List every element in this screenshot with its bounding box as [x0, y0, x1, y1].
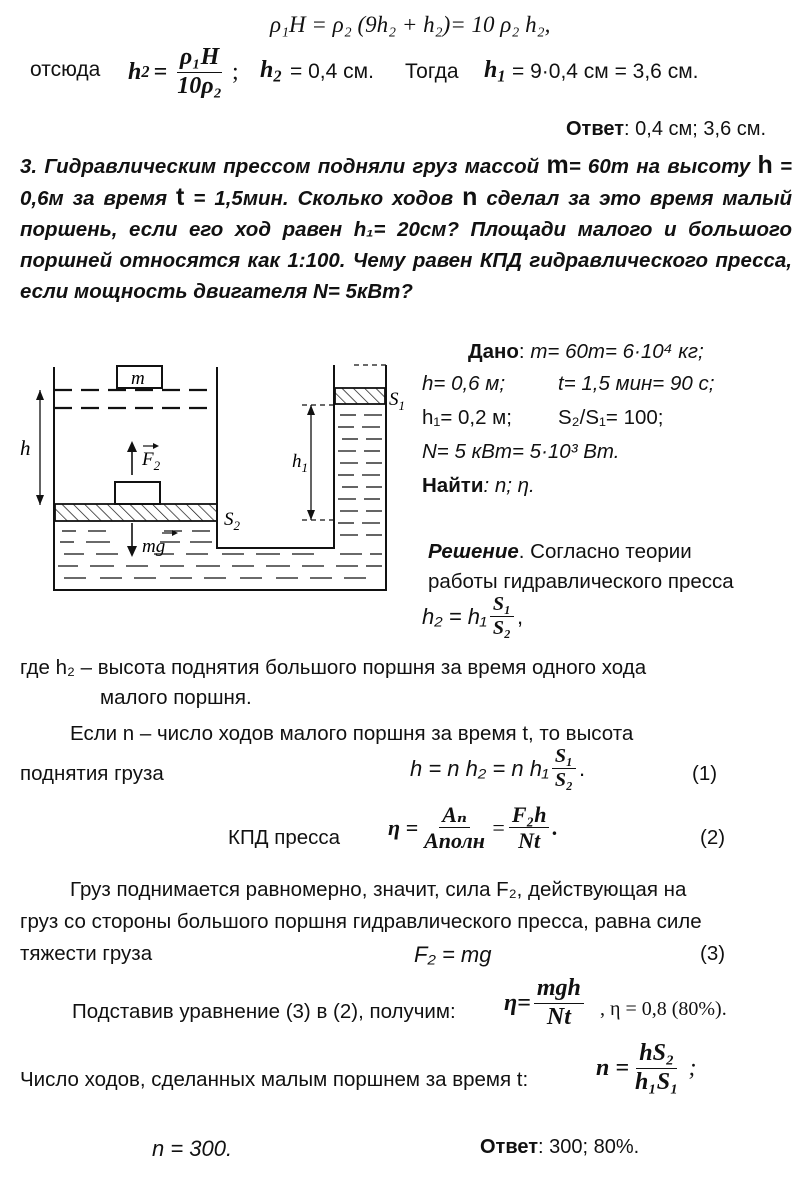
where-h2-2: малого поршня.	[100, 686, 252, 709]
given-line-3b: S₂/S₁= 100;	[558, 406, 664, 429]
h2-sub: 2	[141, 62, 150, 82]
small-piston	[335, 388, 385, 404]
solution-intro-2: работы гидравлического пресса	[428, 570, 734, 593]
problem-statement: 3. Гидравлическим прессом подняли груз массой m= 60т на высоту h = 0,6м за время t = 1,5мин. Сколько ходов n сделал за это время малый поршень, если его ход равен h₁= 20см? Площади малого и большого поршней относятся как 1:100. Чему равен КПД гидравлического пресса, если мощность двигателя N= 5кВт?	[20, 151, 793, 303]
if-n-1: Если n – число ходов малого поршня за время t, то высота	[70, 722, 634, 745]
eta-formula: η= $\frac{\text{mgh}}{Nt}$	[504, 975, 587, 1031]
large-piston	[55, 504, 217, 521]
given-line-4: N= 5 кВт= 5·10³ Вт.	[422, 440, 620, 463]
equation-2-number: (2)	[700, 826, 726, 849]
otsyuda-text: отсюда	[30, 58, 101, 81]
equation-1-number: (1)	[692, 762, 718, 785]
solution-intro-1: Решение. Согласно теории	[428, 540, 692, 563]
togda-text: Тогда	[405, 60, 459, 83]
label-h: h	[20, 436, 31, 460]
hydraulic-press-figure	[14, 355, 434, 610]
where-h2-1: где h₂ – высота поднятия большого поршня за время одного хода	[20, 656, 647, 679]
h2-value: = 0,4 см.	[290, 60, 374, 83]
label-m: m	[131, 368, 145, 389]
count-text: Число ходов, сделанных малым поршнем за время t:	[20, 1068, 529, 1091]
given-line-2b: t= 1,5 мин= 90 с;	[558, 372, 715, 395]
uniform-1: Груз поднимается равномерно, значит, сила F₂, действующая на	[70, 878, 687, 901]
label-s1: $S_1$	[389, 389, 405, 413]
h2-var: h	[128, 58, 142, 85]
equation-3: F₂ = mg	[414, 942, 492, 967]
liquid-right	[338, 415, 382, 535]
equation-2: η = $\frac{\text{Aₙ}}{\text{Aполн}}$ = $\frac{\text{F₂h}}{Nt}$ .	[388, 802, 558, 854]
label-h1: $h_1$	[292, 451, 308, 475]
var-t: t	[176, 183, 185, 211]
label-mg: mg	[142, 536, 166, 557]
h2-numerator: ρ₁H	[177, 44, 222, 73]
given-line-2: h= 0,6 м;	[422, 372, 506, 395]
h2-formula: h 2 = $\frac{\text{ρ₁H}}{\text{10ρ₂}}$ ;	[128, 44, 239, 99]
h2-label: $h_2$	[260, 57, 282, 86]
given-line-3: h₁= 0,2 м;	[422, 406, 512, 429]
kpd-label: КПД пресса	[228, 826, 341, 849]
uniform-2: груз со стороны большого поршня гидравлического пресса, равна силе	[20, 910, 702, 933]
top-equation: ρ₁H = ρ₂ (9h₂ + h₂)= 10 ρ₂ h₂,	[270, 12, 551, 37]
equation-3-number: (3)	[700, 942, 726, 965]
h2-denominator: 10ρ₂	[177, 72, 222, 99]
n-formula: n = $\frac{\text{hS₂}}{\text{h₁S₁}}$ ;	[596, 1040, 697, 1095]
answer-1: Ответ: 0,4 см; 3,6 см.	[566, 118, 767, 140]
var-m: m	[546, 151, 569, 179]
if-n-2: поднятия груза	[20, 762, 164, 785]
find-line: Найти: n; η.	[422, 474, 535, 497]
formula-h2: h₂ = h₁ $\frac{\text{S₁}}{\text{S₂}}$ ,	[422, 593, 524, 639]
substitution-text: Подставив уравнение (3) в (2), получим:	[72, 1000, 456, 1023]
eta-value: , η = 0,8 (80%).	[600, 998, 727, 1020]
var-h: h	[757, 151, 773, 179]
n-value: n = 300.	[152, 1136, 233, 1161]
answer-2: Ответ: 300; 80%.	[480, 1136, 640, 1158]
var-n: n	[462, 183, 478, 211]
given-line-1: Дано: m= 60т= 6·10⁴ кг;	[468, 340, 704, 363]
h1-expression: = 9·0,4 см = 3,6 см.	[512, 60, 699, 83]
h1-label: $h_1$	[484, 57, 506, 86]
label-f2: $F_2$	[142, 449, 161, 473]
load-lower	[115, 482, 160, 504]
equation-1: h = n h₂ = n h₁ $\frac{\text{S₁}}{\text{S₂}}$ .	[410, 745, 586, 791]
label-s2: $S_2$	[224, 509, 240, 533]
uniform-3: тяжести груза	[20, 942, 153, 965]
